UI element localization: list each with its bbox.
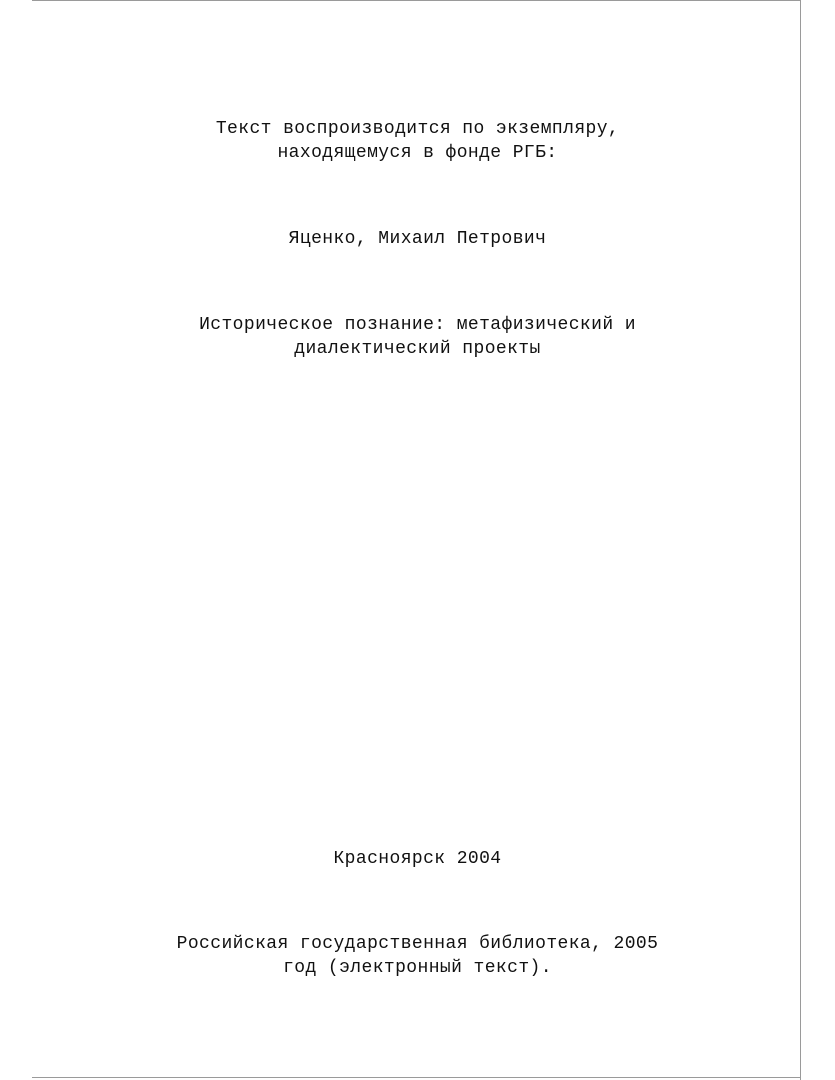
notice-line-2: находящемуся в фонде РГБ: xyxy=(277,143,558,163)
page-border-bottom xyxy=(32,1077,800,1078)
page-border-top xyxy=(32,0,800,1)
place-year: Красноярск 2004 xyxy=(333,849,502,869)
document-title-line-1: Историческое познание: метафизический и xyxy=(199,315,636,335)
author-name: Яценко, Михаил Петрович xyxy=(288,229,547,249)
notice-line-1: Текст воспроизводится по экземпляру, xyxy=(215,119,620,139)
document-title-line-2: диалектический проекты xyxy=(294,339,541,359)
footer-line-2: год (электронный текст). xyxy=(283,958,552,978)
footer-line-1: Российская государственная библиотека, 2005 xyxy=(176,934,659,954)
